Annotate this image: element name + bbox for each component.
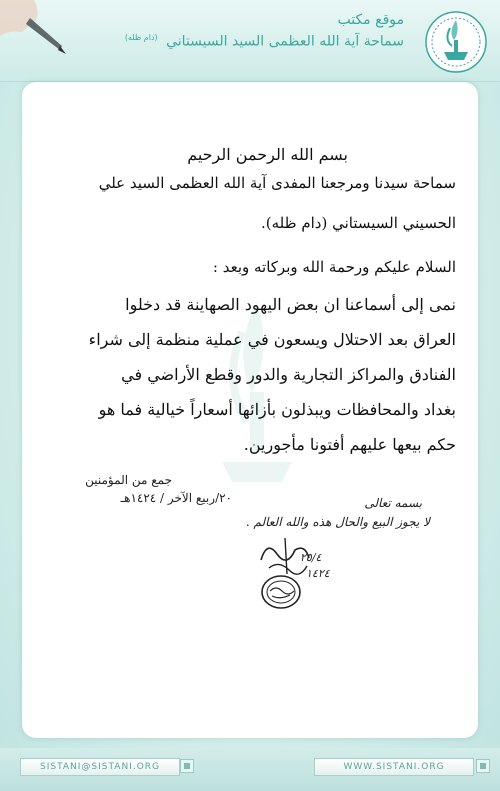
reply-year: ١٤٢٤ (306, 567, 330, 580)
question-line: الفنادق والمراكز التجارية والدور وقطع الأراضي في (121, 365, 456, 384)
site-title: موقع مكتب (337, 12, 404, 28)
question-date: ٢٠/ربيع الآخر / ١٤٢٤هـ (120, 491, 232, 505)
question-line: بغداد والمحافظات ويبذلون بأزائها أسعاراً خيالية فما هو (98, 400, 456, 419)
honorific: (دام ظله) (124, 33, 158, 42)
website-square-icon[interactable] (476, 759, 490, 773)
address-line: الحسيني السيستاني (دام ظله). (260, 214, 456, 232)
question-line: العراق بعد الاحتلال ويسعون في عملية منظمة إلى شراء (88, 330, 456, 349)
site-header (0, 0, 500, 82)
reply-date: ٢٥/٤ (300, 551, 322, 564)
sender-name: جمع من المؤمنين (85, 473, 172, 487)
email-link[interactable]: SISTANI@SISTANI.ORG (20, 758, 180, 776)
basmala: بسم الله الرحمن الرحيم (187, 145, 348, 164)
website-link[interactable]: WWW.SISTANI.ORG (314, 758, 474, 776)
email-square-icon[interactable] (180, 759, 194, 773)
greeting: السلام عليكم ورحمة الله وبركاته وبعد : (212, 258, 456, 276)
site-footer (0, 748, 500, 791)
address-line: سماحة سيدنا ومرجعنا المفدى آية الله العظمى السيد علي (98, 174, 456, 192)
question-line: نمى إلى أسماعنا ان بعض اليهود الصهاينة قد دخلوا (125, 295, 456, 314)
official-seal-icon (260, 573, 302, 611)
site-name: سماحة آية الله العظمى السيد السيستاني (166, 33, 404, 50)
reply-opening: بسمه تعالى (364, 496, 422, 510)
reply-answer: لا يجوز البيع والحال هذه والله العالم . (245, 515, 430, 529)
site-subtitle (125, 33, 404, 50)
watermark-logo-icon (202, 292, 312, 492)
pen-hand-icon (0, 0, 70, 62)
site-logo-icon[interactable] (424, 10, 488, 74)
question-line: حكم بيعها عليهم أفتونا مأجورين. (243, 435, 456, 454)
